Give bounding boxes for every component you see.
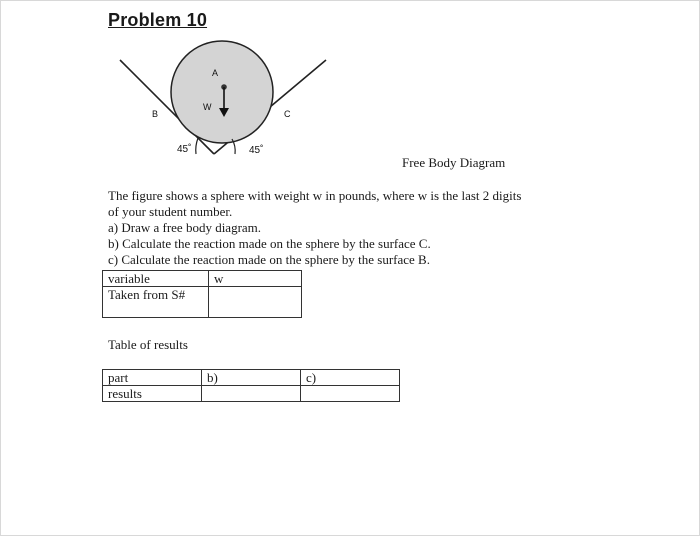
sphere-figure	[100, 36, 340, 166]
sphere	[171, 41, 273, 143]
problem-title: Problem 10	[108, 10, 208, 30]
w-value-cell[interactable]	[209, 287, 302, 318]
results-table-label: Table of results	[108, 337, 188, 352]
c-result-cell[interactable]	[301, 386, 400, 402]
part-b-text: b) Calculate the reaction made on the sphere by the surface C.	[108, 236, 431, 251]
table-row	[103, 370, 400, 386]
surface-b-label: B	[152, 109, 159, 119]
angle-right-label: 45˚	[249, 145, 264, 156]
part-a-text: a) Draw a free body diagram.	[108, 220, 262, 235]
statement-line-2: of your student number.	[108, 204, 233, 219]
c-header-cell: c)	[301, 370, 400, 386]
b-result-cell[interactable]	[202, 386, 301, 402]
surface-c-label: C	[284, 109, 291, 119]
part-c-text: c) Calculate the reaction made on the sphere by the surface B.	[108, 252, 430, 267]
free-body-diagram-caption: Free Body Diagram	[402, 155, 506, 170]
table-row	[103, 386, 400, 402]
results-row-label: results	[103, 386, 202, 402]
table-row	[103, 287, 302, 318]
angle-left-label: 45˚	[177, 144, 192, 155]
weight-label: W	[203, 102, 212, 112]
part-header-cell: part	[103, 370, 202, 386]
b-header-cell: b)	[202, 370, 301, 386]
w-header-cell: w	[209, 271, 302, 287]
taken-from-cell: Taken from S#	[103, 287, 209, 318]
angle-arc-left	[196, 138, 198, 154]
problem-statement	[108, 188, 588, 268]
variable-table	[102, 270, 302, 318]
results-table	[102, 369, 400, 402]
statement-line-1: The figure shows a sphere with weight w in pounds, where w is the last 2 digits	[108, 188, 522, 203]
table-row	[103, 271, 302, 287]
variable-header-cell: variable	[103, 271, 209, 287]
point-a-label: A	[212, 68, 219, 78]
